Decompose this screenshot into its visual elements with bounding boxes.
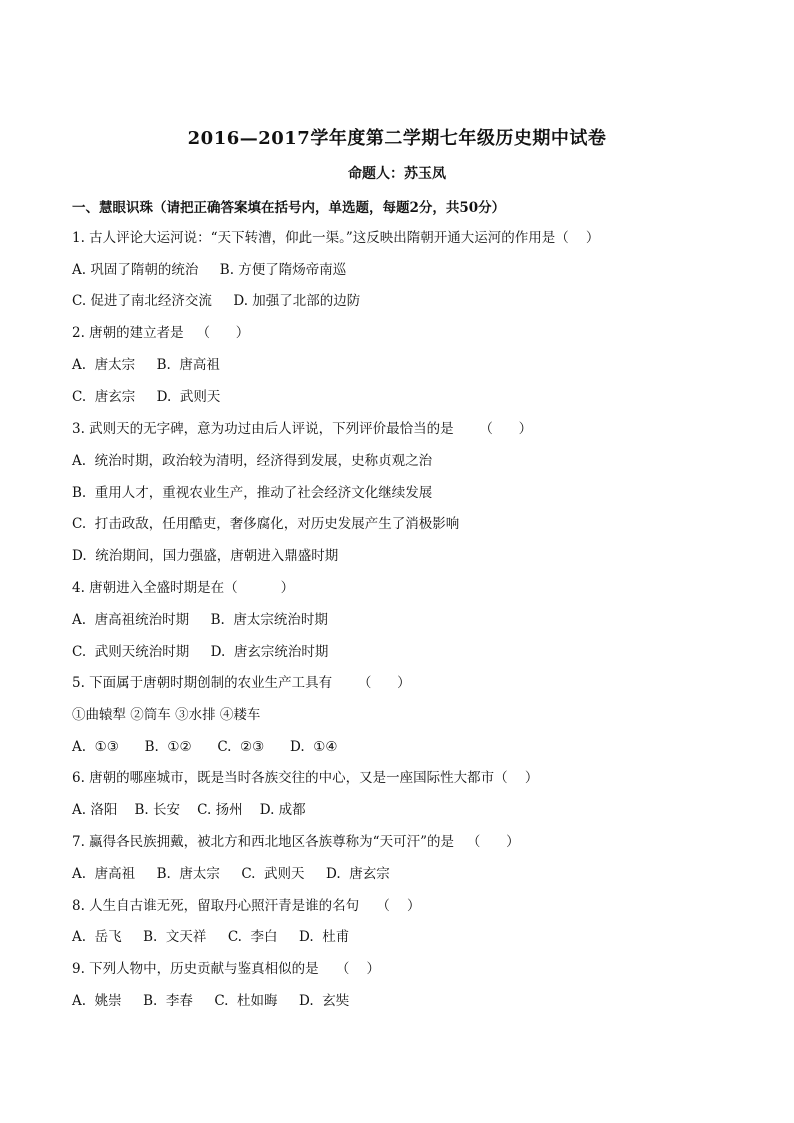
- section-heading: 一、慧眼识珠（请把正确答案填在括号内，单选题，每题2分，共50分）: [72, 200, 506, 216]
- question-6-options: A. 洛阳 B. 长安 C. 扬州 D. 成都: [72, 802, 306, 818]
- question-1: 1. 古人评论大运河说：“天下转漕，仰此一渠。”这反映出隋朝开通大运河的作用是（ ）: [72, 230, 600, 246]
- question-4-options-ab: A. 唐高祖统治时期 B. 唐太宗统治时期: [72, 612, 328, 628]
- author-line: 命题人：苏玉凤: [348, 166, 446, 182]
- question-6: 6. 唐朝的哪座城市，既是当时各族交往的中心，又是一座国际性大都市（ ）: [72, 770, 539, 786]
- question-8-options: A. 岳飞 B. 文天祥 C. 李白 D. 杜甫: [72, 929, 350, 945]
- question-2: 2. 唐朝的建立者是 （ ）: [72, 325, 250, 341]
- question-1-options-cd: C. 促进了南北经济交流 D. 加强了北部的边防: [72, 293, 361, 309]
- question-4-options-cd: C. 武则天统治时期 D. 唐玄宗统治时期: [72, 644, 329, 660]
- question-3-option-d: D. 统治期间，国力强盛，唐朝进入鼎盛时期: [72, 548, 339, 564]
- question-2-options-cd: C. 唐玄宗 D. 武则天: [72, 389, 221, 405]
- question-2-options-ab: A. 唐太宗 B. 唐高祖: [72, 357, 220, 373]
- question-7: 7. 赢得各民族拥戴，被北方和西北地区各族尊称为“天可汗”的是 （ ）: [72, 834, 520, 850]
- question-3-option-c: C. 打击政敌，任用酷吏，奢侈腐化，对历史发展产生了消极影响: [72, 516, 460, 532]
- question-9-options: A. 姚崇 B. 李春 C. 杜如晦 D. 玄奘: [72, 993, 350, 1009]
- question-5: 5. 下面属于唐朝时期创制的农业生产工具有 （ ）: [72, 675, 411, 691]
- question-7-options: A. 唐高祖 B. 唐太宗 C. 武则天 D. 唐玄宗: [72, 866, 390, 882]
- question-5-options: A. ①③ B. ①② C. ②③ D. ①④: [72, 739, 338, 755]
- page-title: 2016—2017学年度第二学期七年级历史期中试卷: [187, 128, 607, 149]
- question-3-option-a: A. 统治时期，政治较为清明，经济得到发展，史称贞观之治: [72, 453, 433, 469]
- question-9: 9. 下列人物中，历史贡献与鉴真相似的是 （ ）: [72, 961, 381, 977]
- question-3-option-b: B. 重用人才，重视农业生产，推动了社会经济文化继续发展: [72, 485, 433, 501]
- question-8: 8. 人生自古谁无死，留取丹心照汗青是谁的名句 （ ）: [72, 898, 421, 914]
- question-3: 3. 武则天的无字碑，意为功过由后人评说，下列评价最恰当的是 （ ）: [72, 421, 533, 437]
- question-4: 4. 唐朝进入全盛时期是在（ ）: [72, 580, 295, 596]
- question-5-items: ①曲辕犁 ②筒车 ③水排 ④耧车: [72, 707, 261, 723]
- question-1-options-ab: A. 巩固了隋朝的统治 B. 方便了隋炀帝南巡: [72, 262, 347, 278]
